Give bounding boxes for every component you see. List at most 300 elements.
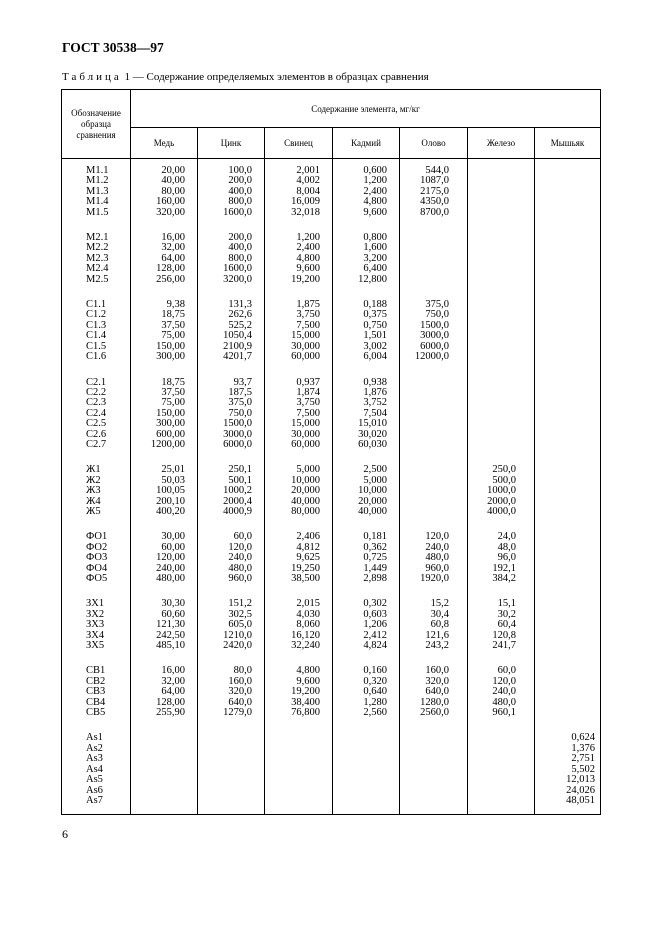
table-row [62,208,601,218]
table-cell [131,733,198,743]
table-cell: 1,200 [333,176,400,186]
table-cell: 30,000 [265,430,333,440]
table-cell [400,388,468,398]
table-cell [468,352,535,362]
table-cell: 1600,0 [198,264,265,274]
table-cell [468,378,535,388]
table-cell [468,331,535,341]
table-cell: 1050,4 [198,331,265,341]
table-cell: 50,03 [131,476,198,486]
table-row [62,564,601,574]
table-row [62,574,601,584]
table-cell [468,440,535,450]
table-cell: 500,1 [198,476,265,486]
table-cell [400,419,468,429]
sample-designation-cell: С2.7 [62,440,131,450]
table-cell: 0,181 [333,532,400,542]
table-row [62,754,601,764]
table-cell: 15,000 [265,419,333,429]
table-cell: 0,640 [333,687,400,697]
table-cell: 1,376 [535,744,601,754]
table-cell: 5,000 [265,465,333,475]
table-cell: 8,060 [265,620,333,630]
sample-designation-cell: М2.4 [62,264,131,274]
table-cell: 19,200 [265,275,333,285]
table-cell: 241,7 [468,641,535,651]
table-cell: 60,4 [468,620,535,630]
table-cell: 40,000 [265,497,333,507]
table-cell: 256,00 [131,275,198,285]
table-cell [468,754,535,764]
table-cell: 32,00 [131,243,198,253]
table-cell [535,465,601,475]
sample-designation-cell: М2.3 [62,254,131,264]
table-cell: 15,1 [468,599,535,609]
table-cell [535,409,601,419]
table-cell: 240,0 [468,687,535,697]
table-cell [400,275,468,285]
table-cell: 2175,0 [400,187,468,197]
table-cell: 64,00 [131,687,198,697]
sample-designation-cell: М2.1 [62,233,131,243]
table-cell: 3000,0 [400,331,468,341]
table-cell: 160,00 [131,197,198,207]
table-cell: 37,50 [131,388,198,398]
table-cell: 48,0 [468,543,535,553]
table-cell: 10,000 [333,486,400,496]
table-cell: 18,75 [131,310,198,320]
table-cell [468,275,535,285]
table-row [62,507,601,517]
table-cell: 240,0 [400,543,468,553]
table-cell: 60,000 [265,352,333,362]
table-cell: 2560,0 [400,708,468,718]
table-row [62,243,601,253]
table-cell [535,486,601,496]
table-cell: 6000,0 [198,440,265,450]
table-cell: 640,0 [400,687,468,697]
table-cell [468,775,535,785]
table-row [62,775,601,785]
table-cell: 800,0 [198,197,265,207]
sample-designation-cell: М1.4 [62,197,131,207]
table-cell: 400,0 [198,187,265,197]
sample-designation-cell: С2.5 [62,419,131,429]
table-cell: 150,00 [131,409,198,419]
table-cell: 151,2 [198,599,265,609]
table-cell: 2000,4 [198,497,265,507]
table-cell: 400,0 [198,243,265,253]
table-cell: 3,752 [333,398,400,408]
table-cell: 250,0 [468,465,535,475]
table-cell: 80,00 [131,187,198,197]
document-header: ГОСТ 30538—97 [62,40,164,55]
table-cell [535,243,601,253]
table-cell: 32,00 [131,677,198,687]
table-cell [468,733,535,743]
table-cell: 750,0 [400,310,468,320]
table-cell: 12000,0 [400,352,468,362]
table-row [62,553,601,563]
table-cell: 3,750 [265,310,333,320]
table-cell [400,243,468,253]
table-row [62,321,601,331]
sample-designation-cell: СВ2 [62,677,131,687]
table-cell: 960,0 [198,574,265,584]
table-cell: 1,876 [333,388,400,398]
table-row [62,342,601,352]
table-cell: 485,10 [131,641,198,651]
table-cell: 4,800 [265,666,333,676]
table-cell [400,398,468,408]
table-cell: 0,188 [333,300,400,310]
table-row [62,352,601,362]
table-cell: 0,725 [333,553,400,563]
table-cell: 0,320 [333,677,400,687]
table-cell: 375,0 [198,398,265,408]
table-cell: 37,50 [131,321,198,331]
table-cell [198,796,265,806]
table-cell [198,744,265,754]
table-cell [535,497,601,507]
table-cell [535,564,601,574]
table-row [62,187,601,197]
table-cell [333,733,400,743]
table-cell: 15,000 [265,331,333,341]
table-cell [535,599,601,609]
table-cell [468,786,535,796]
table-row [62,310,601,320]
table-cell [468,233,535,243]
table-cell [400,733,468,743]
table-cell: 640,0 [198,698,265,708]
table-cell: 320,0 [400,677,468,687]
table-cell: 384,2 [468,574,535,584]
table-cell [535,166,601,176]
sample-designation-cell: As4 [62,765,131,775]
table-cell: 30,4 [400,610,468,620]
table-row [62,419,601,429]
sample-designation-cell: С1.2 [62,310,131,320]
table-cell: 480,00 [131,574,198,584]
table-row [62,631,601,641]
table-row [62,543,601,553]
table-cell: 0,375 [333,310,400,320]
table-cell: 128,00 [131,698,198,708]
table-cell [535,532,601,542]
table-cell [400,465,468,475]
table-cell [535,398,601,408]
table-cell: 4201,7 [198,352,265,362]
table-cell: 76,800 [265,708,333,718]
table-cell: 4350,0 [400,197,468,207]
sample-designation-cell: С1.4 [62,331,131,341]
table-cell: 200,0 [198,176,265,186]
table-cell [400,430,468,440]
table-cell: 2,898 [333,574,400,584]
table-cell: 7,500 [265,409,333,419]
table-cell: 16,009 [265,197,333,207]
table-cell: 4,800 [333,197,400,207]
table-cell: 243,2 [400,641,468,651]
sample-designation-cell: ФО2 [62,543,131,553]
sample-designation-cell: С1.6 [62,352,131,362]
table-cell [535,300,601,310]
table-cell: 38,500 [265,574,333,584]
table-cell [535,352,601,362]
table-cell [131,744,198,754]
sample-designation-cell: М1.1 [62,166,131,176]
table-cell: 320,0 [198,687,265,697]
table-cell [468,796,535,806]
table-cell: 8700,0 [400,208,468,218]
table-cell: 3,750 [265,398,333,408]
table-cell: 3200,0 [198,275,265,285]
table-row [62,796,601,806]
table-cell: 1279,0 [198,708,265,718]
table-row [62,708,601,718]
table-cell: 120,0 [468,677,535,687]
table-row [62,532,601,542]
table-cell: 100,0 [198,166,265,176]
table-cell: 1,206 [333,620,400,630]
sample-designation-cell: ЗХ4 [62,631,131,641]
sample-designation-cell: ФО1 [62,532,131,542]
table-cell: 1280,0 [400,698,468,708]
table-cell: 30,00 [131,532,198,542]
table-cell: 4,800 [265,254,333,264]
sample-designation-cell: ЗХ2 [62,610,131,620]
table-cell: 32,018 [265,208,333,218]
table-row [62,786,601,796]
sample-designation-cell: С2.6 [62,430,131,440]
table-cell [535,254,601,264]
table-cell [131,775,198,785]
sample-designation-cell: С1.1 [62,300,131,310]
table-cell: 3,002 [333,342,400,352]
table-cell: 30,2 [468,610,535,620]
table-cell [400,754,468,764]
table-cell: 0,937 [265,378,333,388]
table-cell: 1500,0 [198,419,265,429]
table-cell: 600,00 [131,430,198,440]
table-cell: 75,00 [131,398,198,408]
table-cell [468,264,535,274]
table-row [62,666,601,676]
table-cell: 60,030 [333,440,400,450]
table-row [62,166,601,176]
table-row [62,765,601,775]
table-row [62,233,601,243]
table-cell: 60,000 [265,440,333,450]
table-row [62,409,601,419]
table-cell [400,507,468,517]
table-row [62,398,601,408]
designation-header: Обозначение образца сравнения [62,90,131,159]
table-cell [333,765,400,775]
table-cell [468,243,535,253]
table-cell [265,754,333,764]
table-cell: 120,00 [131,553,198,563]
table-cell: 15,2 [400,599,468,609]
sample-designation-cell: М1.2 [62,176,131,186]
table-row [62,388,601,398]
sample-designation-cell: ЗХ3 [62,620,131,630]
table-cell [265,786,333,796]
sample-designation-cell: С2.1 [62,378,131,388]
table-cell [535,321,601,331]
table-cell: 500,0 [468,476,535,486]
table-cell [468,321,535,331]
table-cell: 60,60 [131,610,198,620]
table-cell: 240,00 [131,564,198,574]
table-cell: 93,7 [198,378,265,388]
table-cell: 1,449 [333,564,400,574]
table-cell [468,176,535,186]
table-cell: 4000,0 [468,507,535,517]
table-cell [468,166,535,176]
table-cell: 4,812 [265,543,333,553]
table-cell [535,176,601,186]
sample-designation-cell: As5 [62,775,131,785]
table-row [62,197,601,207]
table-row [62,300,601,310]
table-row [62,264,601,274]
table-cell: 187,5 [198,388,265,398]
column-header: Олово [400,128,468,159]
sample-designation-cell: М2.5 [62,275,131,285]
sample-designation-cell: ФО5 [62,574,131,584]
table-cell: 5,000 [333,476,400,486]
sample-designation-cell: СВ4 [62,698,131,708]
table-cell: 1,200 [265,233,333,243]
content-group-header: Содержание элемента, мг/кг [131,90,601,128]
table-cell: 320,00 [131,208,198,218]
table-cell [535,698,601,708]
table-cell: 0,302 [333,599,400,609]
table-row [62,610,601,620]
table-cell [535,543,601,553]
table-cell [535,631,601,641]
sample-designation-cell: As7 [62,796,131,806]
table-cell [535,574,601,584]
table-cell: 1500,0 [400,321,468,331]
table-cell [198,733,265,743]
table-cell: 2,015 [265,599,333,609]
table-cell: 1200,00 [131,440,198,450]
table-cell [400,409,468,419]
table-cell: 30,020 [333,430,400,440]
table-cell: 24,026 [535,786,601,796]
table-cell: 60,0 [468,666,535,676]
table-cell [535,440,601,450]
table-row [62,486,601,496]
sample-designation-cell: С2.3 [62,398,131,408]
table-cell: 2,751 [535,754,601,764]
table-row [62,677,601,687]
table-cell [468,342,535,352]
table-cell [535,708,601,718]
table-cell: 60,0 [198,532,265,542]
table-cell: 120,8 [468,631,535,641]
table-cell: 2100,9 [198,342,265,352]
table-cell: 2420,0 [198,641,265,651]
table-cell [333,786,400,796]
table-cell [400,254,468,264]
table-cell: 2,412 [333,631,400,641]
table-cell [535,687,601,697]
table-cell [535,641,601,651]
table-cell [535,264,601,274]
sample-designation-cell: М1.3 [62,187,131,197]
table-row [62,430,601,440]
table-cell: 544,0 [400,166,468,176]
table-cell: 960,0 [400,564,468,574]
table-cell [535,208,601,218]
table-cell: 150,00 [131,342,198,352]
sample-designation-cell: As3 [62,754,131,764]
table-cell [333,754,400,764]
table-cell [535,378,601,388]
table-cell: 80,0 [198,666,265,676]
sample-designation-cell: СВ1 [62,666,131,676]
table-cell [333,744,400,754]
table-cell: 1,600 [333,243,400,253]
table-cell [535,507,601,517]
table-cell: 160,0 [400,666,468,676]
table-cell: 16,120 [265,631,333,641]
table-cell: 1,875 [265,300,333,310]
table-cell: 8,004 [265,187,333,197]
table-cell: 40,00 [131,176,198,186]
table-cell: 0,624 [535,733,601,743]
column-header: Свинец [265,128,333,159]
table-cell [265,744,333,754]
table-cell [400,476,468,486]
table-cell [535,666,601,676]
table-cell [468,187,535,197]
table-cell: 242,50 [131,631,198,641]
sample-designation-cell: ЗХ1 [62,599,131,609]
table-cell: 6,004 [333,352,400,362]
sample-designation-cell: Ж2 [62,476,131,486]
table-cell [400,440,468,450]
table-cell [535,342,601,352]
table-cell [535,331,601,341]
table-cell: 96,0 [468,553,535,563]
sample-designation-cell: Ж3 [62,486,131,496]
sample-designation-cell: СВ3 [62,687,131,697]
sample-designation-cell: As1 [62,733,131,743]
table-cell: 32,240 [265,641,333,651]
table-cell: 525,2 [198,321,265,331]
table-cell: 10,000 [265,476,333,486]
table-cell: 120,0 [198,543,265,553]
table-cell: 120,0 [400,532,468,542]
table-cell: 16,00 [131,666,198,676]
table-cell: 30,30 [131,599,198,609]
table-cell: 40,000 [333,507,400,517]
table-cell [535,620,601,630]
table-cell [265,796,333,806]
table-cell [400,765,468,775]
table-cell: 302,5 [198,610,265,620]
table-cell [468,208,535,218]
table-cell [400,233,468,243]
table-cell: 750,0 [198,409,265,419]
table-cell [198,754,265,764]
table-cell [468,254,535,264]
